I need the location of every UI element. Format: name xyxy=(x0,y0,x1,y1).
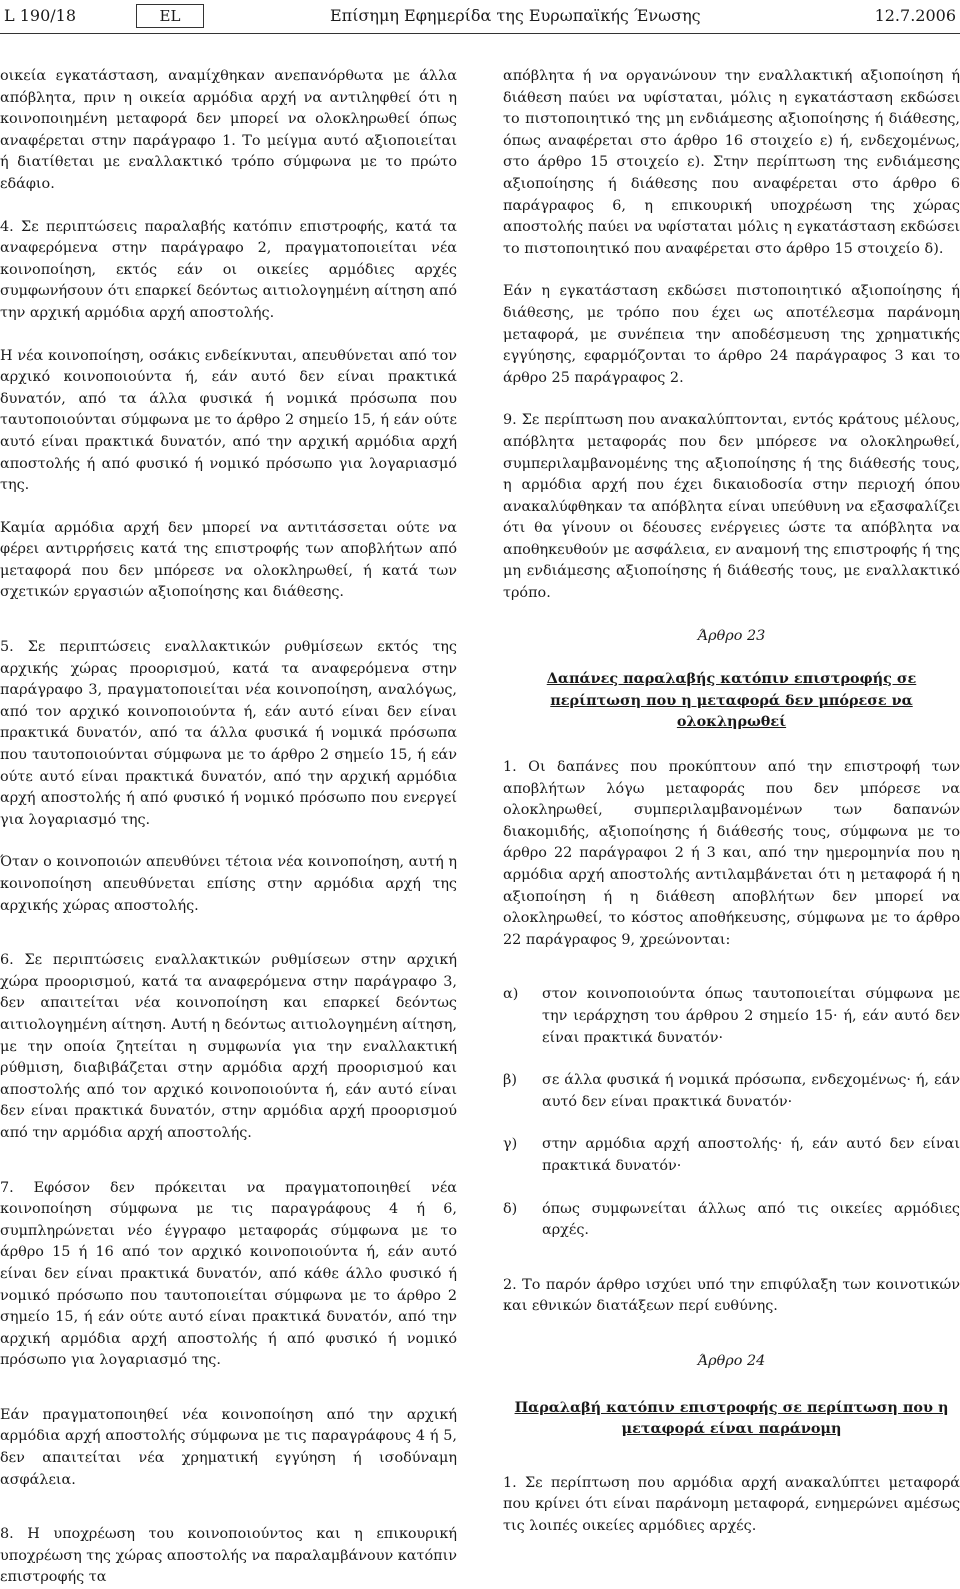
list-item xyxy=(503,1070,960,1113)
paragraph: 5. Σε περιπτώσεις εναλλακτικών ρυθμίσεων εκτός της αρχικής χώρας προορισμού, κατά τα αναφερόμενα στην παράγραφο 3, πραγματοποιείται νέα κοινοποίηση, αναλόγως, από τον αρχικό κοινοποιούντα ή, εάν αυτό είναι δεν είναι πρακτικά δυνατόν, από τα άλλα φυσικά ή νομικά πρόσωπα που ταυτοποιούνται σύμφωνα με το άρθρο 2 σημείο 15, ή εάν ούτε αυτό είναι πρακτικά δυνατόν, από την αρχική αρμόδια αρχή αποστολής ή από φυσικό ή νομικό πρόσωπο που ενεργεί για λογαριασμό της. xyxy=(0,639,457,828)
article-number: Άρθρο 23 xyxy=(697,627,766,644)
left-column xyxy=(0,66,457,1589)
list-item-label: δ) xyxy=(503,1200,518,1217)
list-item-text: σε άλλα φυσικά ή νομικά πρόσωπα, ενδεχομένως· ή, εάν αυτό δεν είναι πρακτικά δυνατόν· xyxy=(542,1072,960,1110)
page-reference: L 190/18 xyxy=(4,6,76,25)
paragraph: Εάν η εγκατάσταση εκδώσει πιστοποιητικό αξιοποίησης ή διάθεσης, με τρόπο που έχει ως αποτέλεσμα παράνομη μεταφορά, με συνέπεια την αποδέσμευση της χρηματικής εγγύησης, εφαρμόζονται το άρθρο 24 παράγραφος 3 και το άρθρο 25 παράγραφος 2. xyxy=(503,283,960,386)
page-header xyxy=(0,0,960,34)
article-title: Δαπάνες παραλαβής κατόπιν επιστροφής σε περίπτωση που η μεταφορά δεν μπόρεσε να ολοκληρωθεί xyxy=(546,670,917,731)
paragraph: 6. Σε περιπτώσεις εναλλακτικών ρυθμίσεων στην αρχική χώρα προορισμού, κατά τα αναφερόμενα στην παράγραφο 3, δεν απαιτείται νέα κοινοποίηση και επαρκεί δεόντως αιτιολογημένη αίτηση. Αυτή η δεόντως αιτιολογημένη αίτηση, με την οποία ζητείται η συμφωνία για την εναλλακτική ρύθμιση, διαβιβάζεται στην αρμόδια αρχή προορισμού και αποστολής από τον αρχικό κοινοποιούντα ή, εάν αυτό είναι δεν είναι πρακτικά δυνατόν, στην αρμόδια αρχή προορισμού από την αρμόδια αρχή αποστολής. xyxy=(0,952,457,1141)
paragraph: Όταν ο κοινοποιών απευθύνει τέτοια νέα κοινοποίηση, αυτή η κοινοποίηση απευθύνεται επίσης στην αρμόδια αρχή της αρχικής χώρας αποστολής. xyxy=(0,854,457,914)
list-item xyxy=(503,1199,960,1242)
paragraph: Η νέα κοινοποίηση, οσάκις ενδείκνυται, απευθύνεται από τον αρχικό κοινοποιούντα ή, εάν αυτό δεν είναι πρακτικά δυνατόν, από τα άλλα φυσικά ή νομικά πρόσωπα που ταυτοποιούνται σύμφωνα με το άρθρο 2 σημείο 15, ή εάν ούτε αυτό είναι πρακτικά δυνατόν, από την αρχική αρμόδια αρχή αποστολής ή από φυσικό ή νομικό πρόσωπο για λογαριασμό της. xyxy=(0,347,457,494)
paragraph: 4. Σε περιπτώσεις παραλαβής κατόπιν επιστροφής, κατά τα αναφερόμενα στην παράγραφο 2, πραγματοποιείται νέα κοινοποίηση, εκτός εάν οι οικείες αρμόδιες αρχές συμφωνήσουν ότι επαρκεί δεόντως αιτιολογημένη αίτηση από την αρχική αρμόδια αρχή αποστολής. xyxy=(0,218,457,321)
paragraph: 1. Οι δαπάνες που προκύπτουν από την επιστροφή των αποβλήτων λόγω μεταφοράς που δεν μπόρεσε να ολοκληρωθεί, συμπεριλαμβανομένων των δαπανών διακομιδής, αξιοποίησης ή διάθεσής τους, σύμφωνα με το άρθρο 22 παράγραφοι 2 ή 3 και, από την ημερομηνία που η αρμόδια αρχή αποστολής αντιλαμβάνεται ότι η μεταφορά ή η αξιοποίηση ή η διάθεση αποβλήτων δεν μπορεί να ολοκληρωθεί, το κόστος αποθήκευσης, σύμφωνα με το άρθρο 22 παράγραφος 9, χρεώνονται: xyxy=(503,759,960,948)
list-item-text: όπως συμφωνείται άλλως από τις οικείες αρμόδιες αρχές. xyxy=(542,1200,960,1239)
article-number: Άρθρο 24 xyxy=(697,1352,766,1369)
language-box: EL xyxy=(136,4,204,28)
list-item-text: στον κοινοποιούντα όπως ταυτοποιείται σύμφωνα με την ιεράρχηση του άρθρου 2 σημείο 15· ή, εάν αυτό δεν είναι πρακτικά δυνατόν· xyxy=(542,986,960,1046)
paragraph: 7. Εφόσον δεν πρόκειται να πραγματοποιηθεί νέα κοινοποίηση σύμφωνα με τις παραγράφους 4 ή 6, συμπληρώνεται νέο έγγραφο μεταφοράς σύμφωνα με το άρθρο 15 ή 16 από τον αρχικό κοινοποιούντα ή, εάν αυτό είναι δεν είναι πρακτικά δυνατόν, από κάθε άλλο φυσικό ή νομικό πρόσωπο που ταυτοποιείται σύμφωνα με το άρθρο 2 σημείο 15, ή εάν ούτε αυτό είναι πρακτικά δυνατόν, από την αρχική αρμόδια αρχή αποστολής ή από φυσικό ή νομικό πρόσωπο για λογαριασμό της. xyxy=(0,1179,457,1369)
list-item-label: β) xyxy=(503,1072,517,1089)
paragraph: 1. Σε περίπτωση που αρμόδια αρχή ανακαλύπτει μεταφορά που κρίνει ότι είναι παράνομη μεταφορά, ενημερώνει αμέσως τις λοιπές οικείες αρμόδιες αρχές. xyxy=(503,1474,960,1534)
paragraph: Εάν πραγματοποιηθεί νέα κοινοποίηση από την αρχική αρμόδια αρχή αποστολής σύμφωνα με τις παραγράφους 4 ή 5, δεν απαιτείται νέα χρηματική εγγύηση ή ισοδύναμη ασφάλεια. xyxy=(0,1406,457,1488)
list-item-text: στην αρμόδια αρχή αποστολής· ή, εάν αυτό δεν είναι πρακτικά δυνατόν· xyxy=(542,1136,960,1174)
paragraph: οικεία εγκατάσταση, αναμίχθηκαν ανεπανόρθωτα με άλλα απόβλητα, πριν η οικεία αρμόδια αρχή να αντιληφθεί ότι η κοινοποιημένη μεταφορά δεν μπορεί να ολοκληρωθεί όπως αναφέρεται στην παράγραφο 1. Το μείγμα αυτό αξιοποιείται ή διατίθεται με εναλλακτικό τρόπο σύμφωνα με το πρώτο εδάφιο. xyxy=(0,68,457,192)
header-rule xyxy=(0,33,960,34)
paragraph: 2. Το παρόν άρθρο ισχύει υπό την επιφύλαξη των κοινοτικών και εθνικών διατάξεων περί ευθύνης. xyxy=(503,1276,960,1315)
paragraph: Καμία αρμόδια αρχή δεν μπορεί να αντιτάσσεται ούτε να φέρει αντιρρήσεις κατά της επιστροφής των αποβλήτων από μεταφορά που δεν μπόρεσε να ολοκληρωθεί, ή κατά των σχετικών εργασιών αξιοποίησης και διάθεσης. xyxy=(0,519,457,601)
list-item xyxy=(503,984,960,1049)
article-title: Παραλαβή κατόπιν επιστροφής σε περίπτωση που η μεταφορά είναι παράνομη xyxy=(514,1398,949,1438)
journal-title: Επίσημη Εφημερίδα της Ευρωπαϊκής Ένωσης xyxy=(330,6,701,25)
list-item-label: γ) xyxy=(503,1136,518,1153)
publication-date: 12.7.2006 xyxy=(874,6,956,25)
right-column xyxy=(503,66,960,1537)
paragraph: 9. Σε περίπτωση που ανακαλύπτονται, εντός κράτους μέλους, απόβλητα μεταφοράς που δεν μπόρεσε να ολοκληρωθεί, συμπεριλαμβανομένης της αξιοποίησης ή της διάθεσής τους, η αρμόδια αρχή που έχει δικαιοδοσία στην περιοχή όπου ανακαλύφθηκαν τα απόβλητα είναι υπεύθυνη να εξασφαλίζει ότι θα γίνουν οι δέουσες ενέργειες ώστε τα απόβλητα να αποθηκευθούν με ασφάλεια, εν αναμονή της επιστροφής ή της μη ενδιάμεσης αξιοποίησης ή διάθεσής τους, με εναλλακτικό τρόπο. xyxy=(503,412,960,602)
list-item xyxy=(503,1134,960,1177)
paragraph: 8. Η υποχρέωση του κοινοποιούντος και η επικουρική υποχρέωση της χώρας αποστολής να παραλαμβάνουν κατόπιν επιστροφής τα xyxy=(0,1526,457,1586)
list-item-label: α) xyxy=(503,986,519,1003)
paragraph: απόβλητα ή να οργανώνουν την εναλλακτική αξιοποίηση ή διάθεση παύει να υφίσταται, μόλις η εγκατάσταση εκδώσει το πιστοποιητικό της μη ενδιάμεσης αξιοποίησης ή διάθεσης, όπως αναφέρεται στο άρθρο 16 στοιχείο ε) ή, ενδεχομένως, στο άρθρο 15 στοιχείο ε). Στην περίπτωση της ενδιάμεσης αξιοποίησης ή διάθεσης που αναφέρεται στο άρθρο 6 παράγραφος 6, η επικουρική υποχρέωση της χώρας αποστολής παύει να υφίσταται μόλις η εγκατάσταση εκδώσει το πιστοποιητικό που αναφέρεται στο άρθρο 15 στοιχείο δ). xyxy=(503,68,960,257)
